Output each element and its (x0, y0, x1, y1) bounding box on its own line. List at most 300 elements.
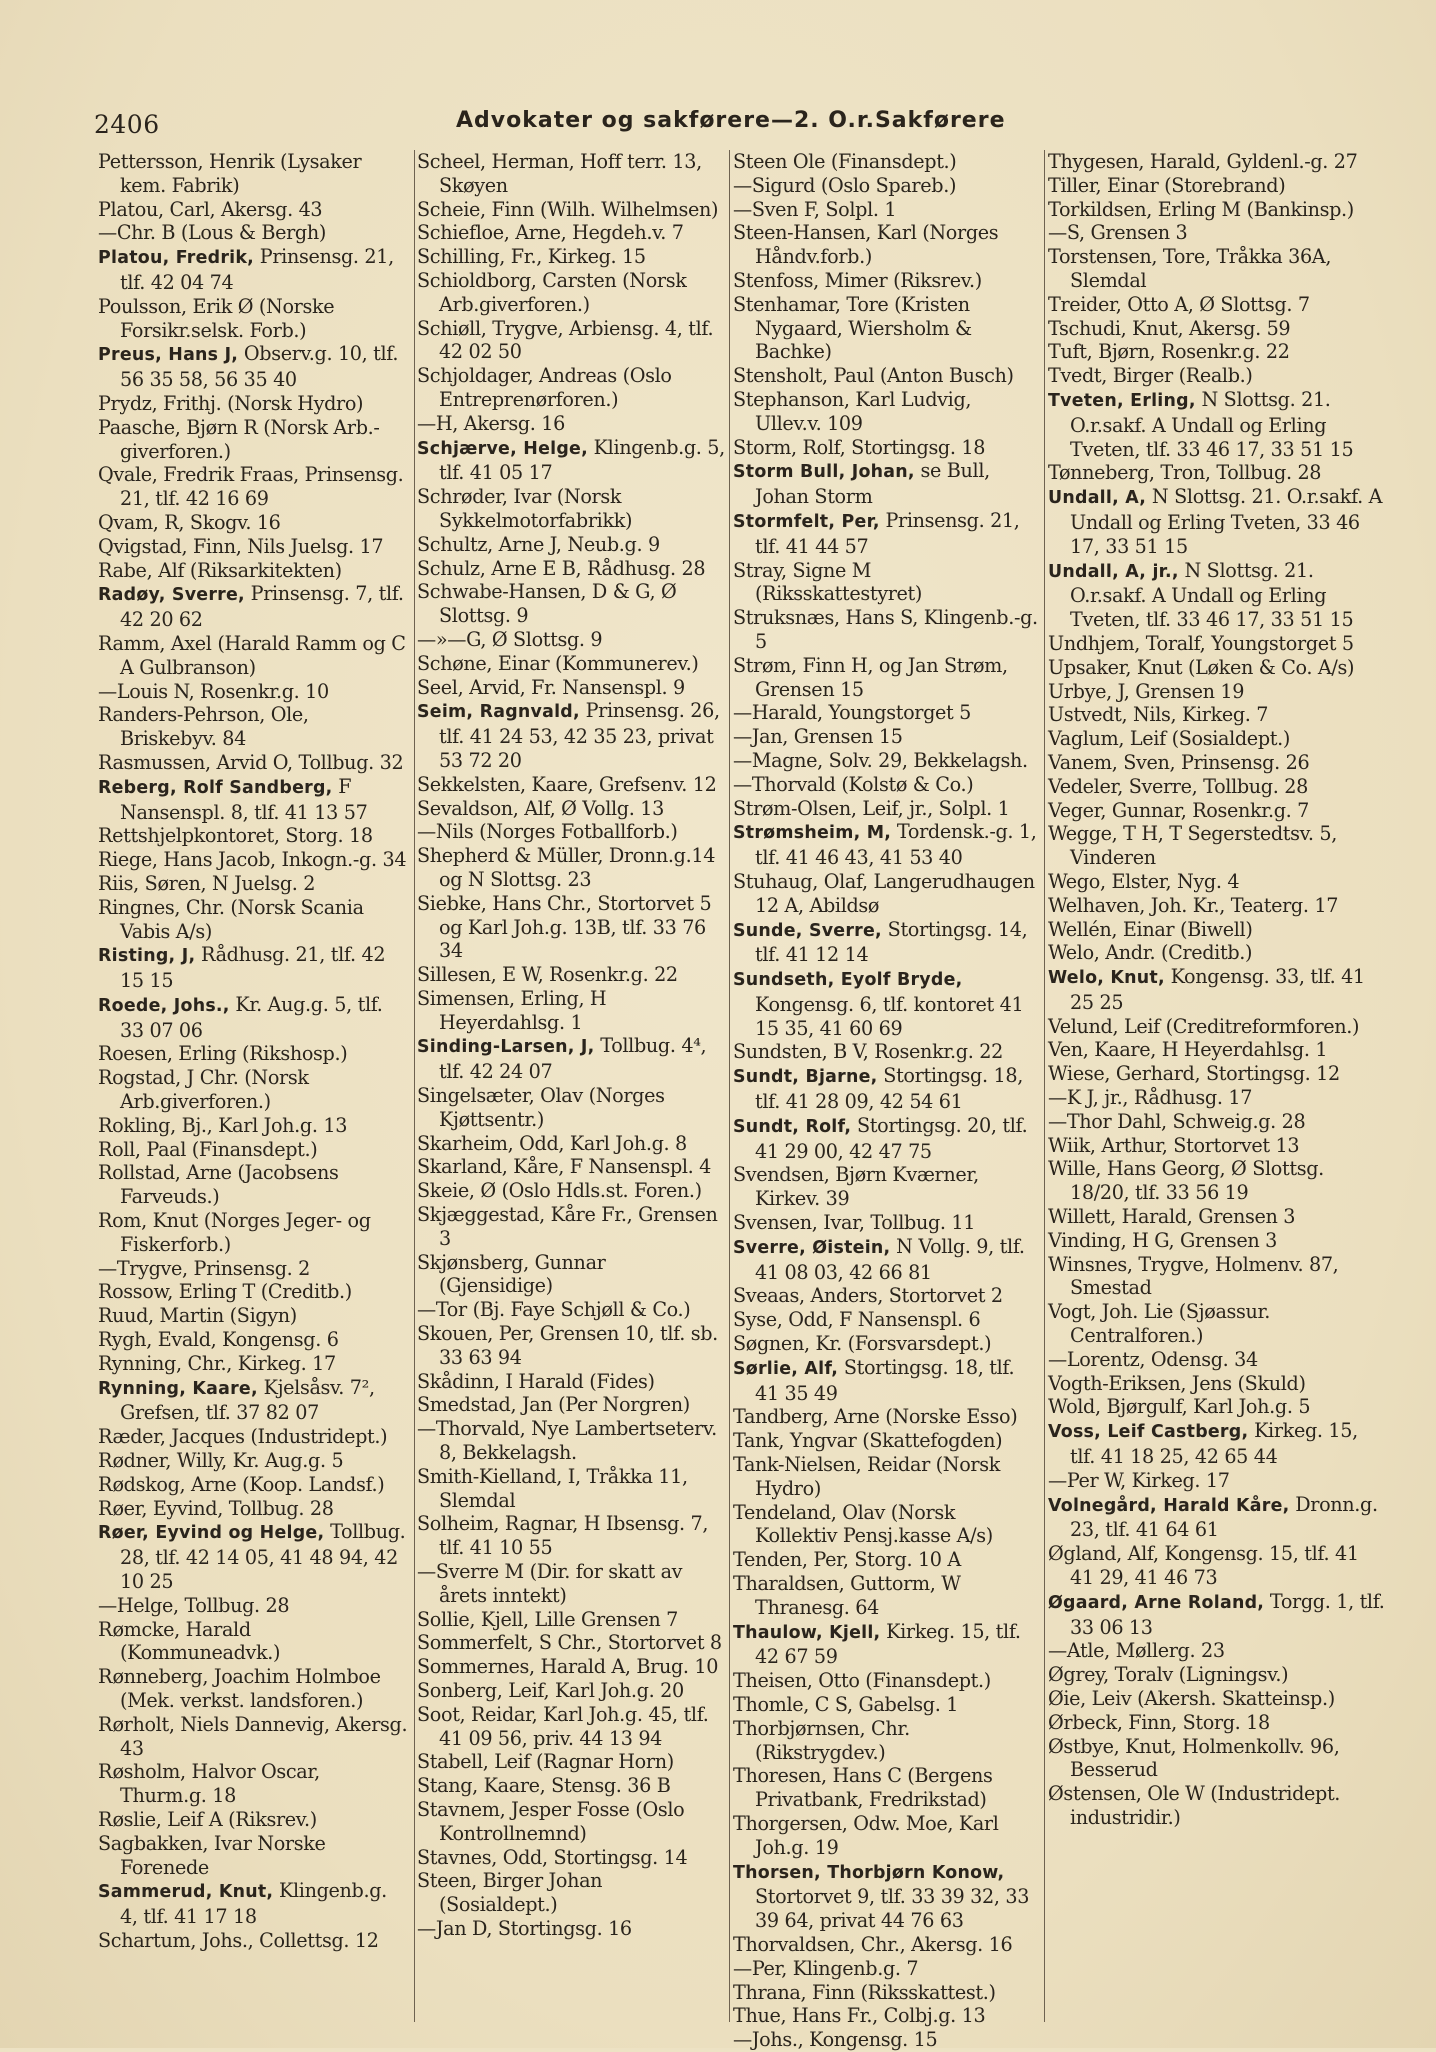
directory-entry (417, 963, 725, 987)
entry-text: Rokling, Bj., Karl Joh.g. 13 (98, 1113, 348, 1137)
directory-entry (417, 1417, 725, 1465)
entry-text: Sollie, Kjell, Lille Grensen 7 (417, 1607, 678, 1631)
directory-entry (1048, 293, 1388, 317)
entry-text: Schultz, Arne J, Neub.g. 9 (417, 532, 660, 556)
entry-text: Winsnes, Trygve, Holmenv. 87, Smestad (1048, 1252, 1339, 1300)
directory-entry (1048, 1300, 1388, 1348)
directory-entry (733, 918, 1039, 968)
entry-text: Tandberg, Arne (Norske Esso) (733, 1405, 1018, 1429)
entry-text: Torstensen, Tore, Tråkka 36A, Slemdal (1048, 245, 1332, 292)
entry-text: —Thorvald, Nye Lambertseterv. 8, Bekkelagsh. (417, 1417, 717, 1465)
entry-text: Tollbug. 28, tlf. 42 14 05, 41 48 94, 42 10 25 (120, 1520, 406, 1594)
entry-text: Sonberg, Leif, Karl Joh.g. 20 (417, 1679, 684, 1702)
directory-entry (1048, 150, 1388, 174)
directory-entry (1048, 799, 1388, 823)
directory-entry (417, 221, 725, 245)
entry-text: Torkildsen, Erling M (Bankinsp.) (1048, 197, 1354, 221)
directory-entry (733, 388, 1039, 436)
entry-bold-name: Sundt, Rolf, (733, 1116, 852, 1137)
entry-text: Tschudi, Knut, Akersg. 59 (1048, 316, 1291, 340)
entry-text: Tollbug. 4⁴, tlf. 42 24 07 (439, 1034, 707, 1084)
entry-text: Soot, Reidar, Karl Joh.g. 45, tlf. 41 09 56, priv. 44 13 94 (417, 1702, 709, 1750)
entry-text: Qvale, Fredrik Fraas, Prinsensg. 21, tlf. 42 16 69 (98, 463, 404, 511)
directory-entry (1048, 1711, 1388, 1735)
entry-text: Røsholm, Halvor Oscar, Thurm.g. 18 (98, 1760, 320, 1808)
directory-entry (98, 1138, 409, 1162)
directory-entry (417, 150, 725, 198)
entry-text: Svendsen, Bjørn Kværner, Kirkev. 39 (733, 1163, 979, 1211)
directory-entry (1048, 1110, 1388, 1134)
directory-entry (1048, 1639, 1388, 1663)
entry-text: Tendeland, Olav (Norsk Kollektiv Pensj.kasse A/s) (733, 1500, 993, 1548)
directory-entry (1048, 1687, 1388, 1711)
directory-column-1 (98, 150, 409, 2026)
directory-entry (98, 1832, 409, 1880)
directory-entry (417, 1703, 725, 1751)
entry-bold-name: Schjærve, Helge, (417, 438, 588, 459)
entry-text: Velund, Leif (Creditreformforen.) (1048, 1014, 1360, 1038)
entry-text: Stabell, Leif (Ragnar Horn) (417, 1750, 674, 1774)
entry-text: Thorgersen, Odw. Moe, Karl Joh.g. 19 (733, 1811, 999, 1859)
entry-text: —»—G, Ø Slottsg. 9 (417, 627, 603, 651)
directory-entry (417, 533, 725, 557)
entry-text: Øgland, Alf, Kongensg. 15, tlf. 41 41 29, 41 46 73 (1048, 1542, 1359, 1590)
entry-bold-name: Øgaard, Arne Roland, (1048, 1592, 1265, 1613)
directory-entry (417, 699, 725, 772)
directory-entry (417, 1560, 725, 1608)
entry-text: Vanem, Sven, Prinsensg. 26 (1048, 750, 1310, 774)
directory-entry (1048, 1469, 1388, 1493)
entry-text: Klingenb.g. 4, tlf. 41 17 18 (120, 1879, 387, 1929)
entry-text: —Harald, Youngstorget 5 (733, 701, 972, 725)
directory-entry (417, 1655, 725, 1679)
entry-bold-name: Sørlie, Alf, (733, 1358, 839, 1379)
entry-text: Tenden, Per, Storg. 10 A (733, 1548, 961, 1572)
directory-entry (1048, 822, 1388, 870)
entry-bold-name: Rynning, Kaare, (98, 1378, 258, 1399)
directory-entry (417, 1251, 725, 1299)
entry-text: Stortingsg. 20, tlf. 41 29 00, 42 47 75 (755, 1113, 1028, 1163)
directory-entry (733, 1163, 1039, 1211)
directory-entry (733, 1501, 1039, 1549)
entry-text: Tharaldsen, Guttorm, W Thranesg. 64 (733, 1572, 961, 1619)
directory-entry (1048, 703, 1388, 727)
entry-text: Sundsten, B V, Rosenkr.g. 22 (733, 1040, 1003, 1064)
directory-entry (98, 1497, 409, 1521)
directory-entry (1048, 965, 1388, 1015)
directory-entry (733, 1548, 1039, 1572)
entry-text: Prinsensg. 21, tlf. 41 44 57 (755, 508, 1020, 558)
entry-text: —Lorentz, Odensg. 34 (1048, 1347, 1258, 1371)
directory-entry (98, 896, 409, 944)
directory-entry (733, 1064, 1039, 1114)
entry-text: Rollstad, Arne (Jacobsens Farveuds.) (98, 1161, 339, 1209)
page-number: 2406 (94, 110, 160, 139)
entry-text: Sagbakken, Ivar Norske Forenede (98, 1831, 326, 1879)
entry-bold-name: Undall, A, (1048, 488, 1147, 509)
directory-entry (733, 1957, 1039, 1981)
entry-bold-name: Sunde, Sverre, (733, 920, 882, 941)
directory-entry (417, 797, 725, 821)
directory-entry (98, 1066, 409, 1114)
directory-column-2 (417, 150, 725, 2026)
directory-entry (98, 198, 409, 222)
entry-text: Stephanson, Karl Ludvig, Ullev.v. 109 (733, 387, 972, 435)
directory-entry (98, 1114, 409, 1138)
entry-text: Kongensg. 33, tlf. 41 25 25 (1070, 965, 1365, 1014)
directory-entry (733, 1114, 1039, 1164)
directory-entry (733, 1981, 1039, 2005)
entry-text: Ruud, Martin (Sigyn) (98, 1304, 297, 1328)
directory-entry (98, 1042, 409, 1066)
entry-text: Scheie, Finn (Wilh. Wilhelmsen) (417, 197, 719, 221)
directory-entry (733, 773, 1039, 797)
entry-text: —Thorvald (Kolstø & Co.) (733, 772, 974, 796)
entry-text: Thue, Hans Fr., Colbj.g. 13 (733, 2004, 986, 2028)
entry-text: Prinsensg. 7, tlf. 42 20 62 (120, 582, 404, 632)
entry-text: Skjønsberg, Gunnar (Gjensidige) (417, 1250, 606, 1298)
directory-entry (98, 1425, 409, 1449)
directory-entry (1048, 485, 1388, 558)
entry-text: Paasche, Bjørn R (Norsk Arb.-giverforen.) (98, 415, 380, 463)
directory-entry (1048, 870, 1388, 894)
entry-text: Stortorvet 9, tlf. 33 39 32, 33 39 64, privat 44 76 63 (755, 1885, 1030, 1933)
entry-text: Schøne, Einar (Kommunerev.) (417, 651, 699, 675)
entry-text: —Louis N, Rosenkr.g. 10 (98, 679, 329, 703)
directory-entry (1048, 1157, 1388, 1205)
entry-text: Ramm, Axel (Harald Ramm og C A Gulbranson) (98, 631, 406, 679)
directory-entry (98, 295, 409, 343)
directory-entry (417, 1298, 725, 1322)
directory-entry (98, 1304, 409, 1328)
entry-text: Tiller, Einar (Storebrand) (1048, 173, 1286, 197)
entry-text: Schiefloe, Arne, Hegdeh.v. 7 (417, 221, 684, 245)
directory-entry (1048, 1663, 1388, 1687)
directory-column-3 (733, 150, 1039, 2052)
entry-text: Schiøll, Trygve, Arbiensg. 4, tlf. 42 02 50 (417, 316, 714, 364)
directory-entry (1048, 1253, 1388, 1301)
entry-text: Stuhaug, Olaf, Langerudhaugen 12 A, Abildsø (733, 869, 1035, 917)
entry-text: Rødskog, Arne (Koop. Landsf.) (98, 1472, 385, 1496)
entry-text: —H, Akersg. 16 (417, 411, 565, 435)
directory-entry (98, 416, 409, 464)
entry-text: Kirkeg. 15, tlf. 42 67 59 (755, 1619, 1021, 1669)
directory-entry (98, 943, 409, 993)
directory-entry (733, 509, 1039, 559)
directory-entry (1048, 775, 1388, 799)
directory-entry (733, 606, 1039, 654)
directory-entry (98, 1520, 409, 1593)
directory-entry (417, 1679, 725, 1703)
entry-text: N Slottsg. 21. O.r.sakf. A Undall og Erling Tveten, 33 46 17, 33 51 15 (1070, 485, 1383, 558)
directory-entry (98, 1760, 409, 1808)
entry-text: Østbye, Knut, Holmenkollv. 96, Besserud (1048, 1734, 1340, 1782)
entry-bold-name: Sammerud, Knut, (98, 1882, 274, 1903)
directory-entry (1048, 340, 1388, 364)
directory-entry (417, 1465, 725, 1513)
entry-bold-name: Voss, Leif Castberg, (1048, 1422, 1249, 1443)
directory-entry (733, 1669, 1039, 1693)
directory-entry (1048, 1062, 1388, 1086)
directory-entry (1048, 1348, 1388, 1372)
directory-entry (417, 987, 725, 1035)
entry-text: Rossow, Erling T (Creditb.) (98, 1280, 352, 1304)
directory-entry (417, 844, 725, 892)
directory-entry (417, 1084, 725, 1132)
entry-text: —Nils (Norges Fotballforb.) (417, 820, 678, 844)
entry-text: Qvigstad, Finn, Nils Juelsg. 17 (98, 534, 384, 558)
entry-text: Svensen, Ivar, Tollbug. 11 (733, 1211, 976, 1235)
entry-text: Ræder, Jacques (Industridept.) (98, 1425, 388, 1449)
entry-text: Schulz, Arne E B, Rådhusg. 28 (417, 556, 706, 580)
directory-entry (733, 967, 1039, 1040)
entry-text: Treider, Otto A, Ø Slottsg. 7 (1048, 292, 1310, 316)
entry-text: Stortingsg. 18, tlf. 41 28 09, 42 54 61 (755, 1064, 1023, 1114)
directory-entry (417, 198, 725, 222)
entry-text: Simensen, Erling, H Heyerdahlsg. 1 (417, 986, 607, 1034)
entry-text: Sillesen, E W, Rosenkr.g. 22 (417, 963, 678, 987)
page-header (94, 104, 1384, 144)
directory-entry (98, 1618, 409, 1666)
directory-entry (417, 628, 725, 652)
entry-text: Skeie, Ø (Oslo Hdls.st. Foren.) (417, 1179, 702, 1203)
directory-entry (98, 511, 409, 535)
entry-text: Smith-Kielland, I, Tråkka 11, Slemdal (417, 1464, 688, 1512)
entry-bold-name: Storm Bull, Johan, (733, 462, 915, 483)
directory-entry (417, 1132, 725, 1156)
directory-entry (1048, 317, 1388, 341)
entry-text: Vaglum, Leif (Sosialdept.) (1048, 727, 1290, 751)
directory-entry (417, 245, 725, 269)
entry-text: Schilling, Fr., Kirkeg. 15 (417, 245, 646, 269)
entry-bold-name: Welo, Knut, (1048, 968, 1165, 989)
entry-text: Schwabe-Hansen, D & G, Ø Slottsg. 9 (417, 580, 677, 628)
entry-text: Storm, Rolf, Stortingsg. 18 (733, 435, 986, 459)
directory-entry (733, 1620, 1039, 1670)
entry-text: Klingenb.g. 5, tlf. 41 05 17 (439, 435, 725, 485)
directory-entry (733, 364, 1039, 388)
entry-text: Scheel, Herman, Hoff terr. 13, Skøyen (417, 150, 702, 197)
entry-bold-name: Thorsen, Thorbjørn Konow, (733, 1862, 1005, 1883)
directory-entry (98, 872, 409, 896)
entry-text: —Jan D, Stortingsg. 16 (417, 1916, 632, 1940)
directory-entry (1048, 894, 1388, 918)
directory-entry (417, 1203, 725, 1251)
directory-entry (1048, 221, 1388, 245)
entry-text: Skarheim, Odd, Karl Joh.g. 8 (417, 1131, 687, 1155)
entry-bold-name: Volnegård, Harald Kåre, (1048, 1495, 1290, 1516)
directory-entry (98, 582, 409, 632)
entry-text: Thygesen, Harald, Gyldenl.-g. 27 (1048, 150, 1358, 173)
directory-entry (733, 198, 1039, 222)
directory-entry (733, 870, 1039, 918)
directory-entry (98, 221, 409, 245)
entry-text: Rødner, Willy, Kr. Aug.g. 5 (98, 1449, 344, 1473)
entry-text: Sveaas, Anders, Stortorvet 2 (733, 1284, 1003, 1308)
entry-text: —Magne, Solv. 29, Bekkelagsh. (733, 748, 1028, 772)
directory-entry (98, 703, 409, 751)
directory-entry (1048, 1205, 1388, 1229)
entry-text: Syse, Odd, F Nansenspl. 6 (733, 1308, 981, 1332)
entry-text: Vedeler, Sverre, Tollbug. 28 (1048, 774, 1308, 798)
directory-entry (417, 1034, 725, 1084)
entry-text: Stensholt, Paul (Anton Busch) (733, 364, 1014, 388)
entry-bold-name: Sinding-Larsen, J, (417, 1037, 595, 1058)
directory-entry (1048, 364, 1388, 388)
entry-text: —Thor Dahl, Schweig.g. 28 (1048, 1109, 1306, 1133)
directory-entry (417, 364, 725, 412)
directory-entry (733, 1332, 1039, 1356)
directory-entry (1048, 1419, 1388, 1469)
entry-text: Torgg. 1, tlf. 33 06 13 (1070, 1589, 1385, 1639)
entry-text: Wellén, Einar (Biwell) (1048, 917, 1253, 941)
entry-text: Shepherd & Müller, Dronn.g.14 og N Slottsg. 23 (417, 844, 716, 891)
directory-entry (98, 1352, 409, 1376)
directory-entry (98, 342, 409, 392)
entry-bold-name: Tveten, Erling, (1048, 390, 1196, 411)
entry-text: Rom, Knut (Norges Jeger- og Fiskerforb.) (98, 1209, 371, 1256)
directory-entry (417, 773, 725, 797)
entry-text: Skarland, Kåre, F Nansenspl. 4 (417, 1155, 712, 1179)
directory-entry (733, 1284, 1039, 1308)
entry-text: Steen Ole (Finansdept.) (733, 150, 957, 173)
entry-text: —Johs., Kongensg. 15 (733, 2028, 938, 2052)
entry-bold-name: Risting, J, (98, 946, 196, 967)
directory-entry (98, 1879, 409, 1929)
directory-entry (733, 1860, 1039, 1933)
entry-text: Qvam, R, Skogv. 16 (98, 510, 281, 534)
directory-entry (98, 1929, 409, 1953)
directory-entry (98, 1328, 409, 1352)
directory-entry (417, 1512, 725, 1560)
entry-text: —Sven F, Solpl. 1 (733, 197, 897, 221)
directory-entry (98, 1713, 409, 1761)
directory-entry (98, 245, 409, 295)
entry-text: Øie, Leiv (Akersh. Skatteinsp.) (1048, 1687, 1335, 1710)
entry-text: Thoresen, Hans C (Bergens Privatbank, Fredrikstad) (733, 1764, 993, 1812)
entry-bold-name: Radøy, Sverre, (98, 585, 245, 606)
directory-entry (417, 1631, 725, 1655)
directory-entry (733, 1356, 1039, 1406)
entry-text: —Chr. B (Lous & Bergh) (98, 221, 327, 245)
entry-text: Smedstad, Jan (Per Norgren) (417, 1393, 690, 1417)
entry-text: Prinsensg. 21, tlf. 42 04 74 (120, 245, 394, 294)
entry-text: Stortingsg. 14, tlf. 41 12 14 (755, 917, 1028, 967)
directory-entry (98, 1209, 409, 1257)
directory-entry (98, 1594, 409, 1618)
directory-entry (417, 557, 725, 581)
entry-text: —Per, Klingenb.g. 7 (733, 1956, 919, 1980)
entry-text: Willett, Harald, Grensen 3 (1048, 1205, 1296, 1229)
entry-text: —Tor (Bj. Faye Schjøll & Co.) (417, 1298, 691, 1322)
entry-text: Ven, Kaare, H Heyerdahlsg. 1 (1048, 1038, 1328, 1062)
entry-bold-name: Stormfelt, Per, (733, 511, 880, 532)
entry-text: Stenfoss, Mimer (Riksrev.) (733, 268, 982, 292)
entry-text: Skouen, Per, Grensen 10, tlf. sb. 33 63 94 (417, 1322, 718, 1369)
entry-bold-name: Sundt, Bjarne, (733, 1067, 878, 1088)
directory-entry (1048, 1542, 1388, 1590)
entry-text: Ringnes, Chr. (Norsk Scania Vabis A/s) (98, 895, 364, 943)
entry-text: Seel, Arvid, Fr. Nansenspl. 9 (417, 675, 685, 699)
directory-entry (1048, 1493, 1388, 1543)
entry-text: Skådinn, I Harald (Fides) (417, 1369, 655, 1393)
entry-text: Platou, Carl, Akersg. 43 (98, 197, 323, 221)
entry-text: Thomle, C S, Gabelsg. 1 (733, 1693, 959, 1716)
directory-entry (733, 1764, 1039, 1812)
directory-entry (733, 725, 1039, 749)
entry-text: Tordensk.-g. 1, tlf. 41 46 43, 41 53 40 (755, 820, 1037, 870)
directory-entry (417, 412, 725, 436)
directory-entry (98, 632, 409, 680)
entry-text: Steen, Birger Johan (Sosialdept.) (417, 1869, 603, 1917)
entry-text: —Jan, Grensen 15 (733, 725, 903, 749)
entry-text: Ustvedt, Nils, Kirkeg. 7 (1048, 703, 1269, 727)
entry-text: Siebke, Hans Chr., Stortorvet 5 og Karl Joh.g. 13B, tlf. 33 76 34 (417, 891, 712, 963)
entry-text: Undhjem, Toralf, Youngstorget 5 (1048, 631, 1354, 655)
entry-bold-name: Roede, Johs., (98, 995, 230, 1016)
entry-text: Wego, Elster, Nyg. 4 (1048, 869, 1240, 893)
directory-entry (733, 174, 1039, 198)
directory-entry (98, 824, 409, 848)
directory-entry (98, 680, 409, 704)
directory-entry (1048, 1086, 1388, 1110)
entry-text: Tank, Yngvar (Skattefogden) (733, 1429, 1003, 1453)
entry-text: Sevaldson, Alf, Ø Vollg. 13 (417, 796, 664, 820)
entry-text: Welhaven, Joh. Kr., Teaterg. 17 (1048, 893, 1339, 917)
entry-text: Prydz, Frithj. (Norsk Hydro) (98, 391, 364, 415)
entry-text: Røslie, Leif A (Riksrev.) (98, 1807, 317, 1831)
directory-entry (733, 1235, 1039, 1285)
directory-entry (417, 892, 725, 963)
directory-entry (98, 150, 409, 198)
entry-text: Solheim, Ragnar, H Ibsensg. 7, tlf. 41 10 55 (417, 1512, 709, 1560)
directory-entry (98, 1473, 409, 1497)
entry-text: Sommerfelt, S Chr., Stortorvet 8 (417, 1631, 722, 1655)
entry-text: Tvedt, Birger (Realb.) (1048, 364, 1253, 388)
directory-entry (98, 775, 409, 825)
directory-entry (733, 1812, 1039, 1860)
directory-entry (1048, 751, 1388, 775)
entry-text: Upsaker, Knut (Løken & Co. A/s) (1048, 655, 1355, 679)
entry-text: Observ.g. 10, tlf. 56 35 58, 56 35 40 (120, 342, 399, 392)
entry-bold-name: Preus, Hans J, (98, 345, 239, 366)
directory-entry (98, 559, 409, 583)
entry-text: Randers-Pehrson, Ole, Briskebyv. 84 (98, 703, 309, 751)
directory-entry (98, 392, 409, 416)
entry-text: Thorbjørnsen, Chr. (Rikstrygdev.) (733, 1716, 910, 1764)
directory-entry (1048, 174, 1388, 198)
directory-entry (1048, 1372, 1388, 1396)
entry-text: Steen-Hansen, Karl (Norges Håndv.forb.) (733, 221, 999, 269)
directory-entry (417, 1608, 725, 1632)
entry-text: Roesen, Erling (Rikshosp.) (98, 1042, 348, 1066)
entry-text: N Slottsg. 21. O.r.sakf. A Undall og Erling Tveten, tlf. 33 46 17, 33 51 15 (1070, 558, 1354, 632)
directory-entry (417, 652, 725, 676)
directory-entry (417, 580, 725, 628)
entry-text: Wegge, T H, T Segerstedtsv. 5, Vinderen (1048, 822, 1337, 870)
directory-entry (733, 1429, 1039, 1453)
directory-entry (1048, 1038, 1388, 1062)
directory-entry (1048, 1395, 1388, 1419)
entry-text: Wold, Bjørgulf, Karl Joh.g. 5 (1048, 1395, 1311, 1419)
directory-entry (98, 848, 409, 872)
entry-text: Kirkeg. 15, tlf. 41 18 25, 42 65 44 (1070, 1419, 1358, 1469)
entry-bold-name: Strømsheim, M, (733, 823, 892, 844)
directory-entry (417, 1774, 725, 1798)
directory-entry (98, 1280, 409, 1304)
entry-text: Theisen, Otto (Finansdept.) (733, 1669, 991, 1693)
entry-text: Rørholt, Niels Dannevig, Akersg. 43 (98, 1712, 408, 1760)
